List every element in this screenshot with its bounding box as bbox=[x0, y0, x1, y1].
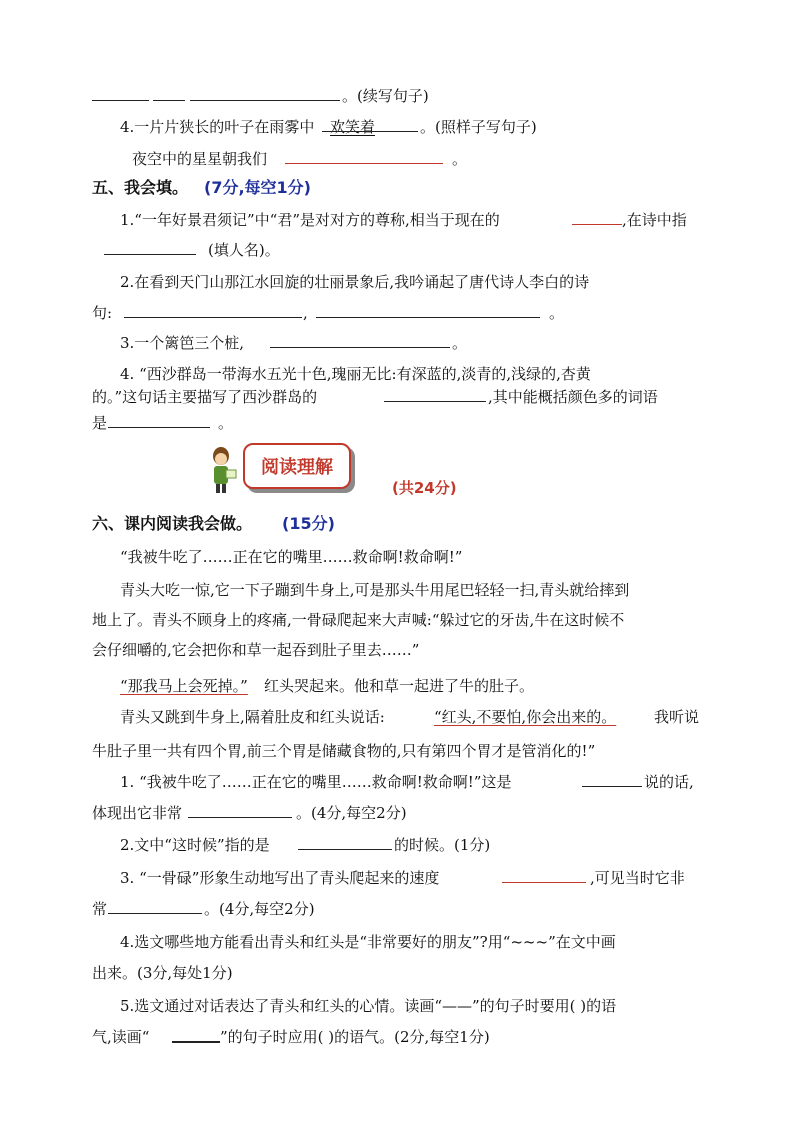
answer-blank[interactable] bbox=[502, 868, 586, 883]
passage-text: 会仔细嚼的,它会把你和草一起吞到肚子里去……” bbox=[92, 641, 420, 659]
question-text: ”的句子时应用( )的语气。(2分,每空1分) bbox=[220, 1028, 490, 1046]
answer-blank[interactable] bbox=[316, 303, 540, 318]
example-underline bbox=[322, 117, 418, 132]
question-text: 。(4分,每空2分) bbox=[204, 900, 315, 918]
reading-girl-icon bbox=[206, 446, 238, 494]
answer-blank[interactable] bbox=[285, 149, 443, 164]
passage-text: 牛肚子里一共有四个胃,前三个胃是储藏食物的,只有第四个胃才是管消化的!” bbox=[92, 742, 596, 760]
question-text: , bbox=[303, 304, 308, 322]
answer-blank[interactable] bbox=[153, 86, 185, 101]
answer-blank[interactable] bbox=[572, 210, 622, 225]
question-text: 体现出它非常 bbox=[92, 804, 183, 822]
section-score: (15分) bbox=[282, 514, 335, 533]
question-text: 说的话, bbox=[644, 773, 694, 791]
question-text: 。 bbox=[218, 414, 234, 432]
question-text: 的。”这句话主要描写了西沙群岛的 bbox=[92, 388, 318, 406]
question-text: 的时候。(1分) bbox=[394, 836, 491, 854]
question-text: 出来。(3分,每处1分) bbox=[92, 964, 233, 982]
question-text: 2.文中“这时候”指的是 bbox=[120, 836, 270, 854]
answer-blank[interactable] bbox=[270, 333, 450, 348]
sentence-text: 4.一片片狭长的叶子在雨雾中 bbox=[120, 118, 315, 136]
answer-blank[interactable] bbox=[190, 86, 340, 101]
question-text: 气,读画“ bbox=[92, 1028, 150, 1046]
question-text: ,可见当时它非 bbox=[590, 869, 685, 887]
instruction-text: 。(照样子写句子) bbox=[420, 118, 537, 136]
question-text: 3. “一骨碌”形象生动地写出了青头爬起来的速度 bbox=[120, 869, 440, 887]
question-text: 。(4分,每空2分) bbox=[296, 804, 407, 822]
question-text: ,在诗中指 bbox=[622, 211, 687, 229]
instruction-text: 。(续写句子) bbox=[342, 87, 429, 105]
question-text: 1. “我被牛吃了……正在它的嘴里……救命啊!救命啊!”这是 bbox=[120, 773, 512, 791]
answer-blank[interactable] bbox=[104, 240, 196, 255]
passage-text: 我听说 bbox=[654, 708, 700, 726]
banner-box bbox=[243, 443, 351, 489]
question-text: 4. “西沙群岛一带海水五光十色,瑰丽无比:有深蓝的,淡青的,浅绿的,杏黄 bbox=[120, 365, 591, 383]
question-text: 3.一个篱笆三个桩, bbox=[120, 334, 245, 352]
question-text: 常 bbox=[92, 900, 108, 918]
underlined-quote: “红头,不要怕,你会出来的。 bbox=[434, 708, 617, 726]
banner-label: 阅读理解 bbox=[261, 457, 333, 478]
answer-blank[interactable] bbox=[188, 803, 292, 818]
question-text: 1.“一年好景君须记”中“君”是对对方的尊称,相当于现在的 bbox=[120, 211, 500, 229]
answer-blank[interactable] bbox=[124, 303, 302, 318]
answer-blank[interactable] bbox=[108, 899, 202, 914]
question-text: ,其中能概括颜色多的词语 bbox=[488, 388, 658, 406]
question-text: 是 bbox=[92, 414, 108, 432]
passage-text: “我被牛吃了……正在它的嘴里……救命啊!救命啊!” bbox=[120, 548, 463, 566]
question-text: 2.在看到天门山那江水回旋的壮丽景象后,我吟诵起了唐代诗人李白的诗 bbox=[120, 273, 590, 291]
question-text: 。 bbox=[549, 304, 565, 322]
question-text: 句: bbox=[92, 304, 113, 322]
answer-blank[interactable] bbox=[108, 413, 210, 428]
question-text: 4.选文哪些地方能看出青头和红头是“非常要好的朋友”?用“~~~”在文中画 bbox=[120, 933, 616, 951]
underlined-quote: “那我马上会死掉。” bbox=[120, 677, 248, 695]
sentence-end: 。 bbox=[452, 150, 468, 168]
underlined-word: 欢笑着 bbox=[330, 118, 376, 136]
sentence-text: 夜空中的星星朝我们 bbox=[132, 150, 268, 168]
answer-blank[interactable] bbox=[384, 387, 486, 402]
banner-score: (共24分) bbox=[392, 479, 457, 497]
passage-text: 青头又跳到牛身上,隔着肚皮和红头说话: bbox=[120, 708, 385, 726]
question-text: 。 bbox=[452, 334, 468, 352]
section-title: 六、课内阅读我会做。 bbox=[92, 514, 253, 533]
passage-text: 地上了。青头不顾身上的疼痛,一骨碌爬起来大声喊:“躲过它的牙齿,牛在这时候不 bbox=[92, 611, 625, 629]
double-underline-sample bbox=[172, 1027, 220, 1043]
section-score: (7分,每空1分) bbox=[204, 178, 311, 197]
question-text: (填人名)。 bbox=[208, 241, 280, 259]
section-title: 五、我会填。 bbox=[92, 178, 189, 197]
reading-comprehension-banner bbox=[235, 437, 355, 493]
answer-blank[interactable] bbox=[298, 835, 392, 850]
question-text: 5.选文通过对话表达了青头和红头的心情。读画“——”的句子时要用( )的语 bbox=[120, 997, 617, 1015]
passage-text: 青头大吃一惊,它一下子蹦到牛身上,可是那头牛用尾巴轻轻一扫,青头就给摔到 bbox=[120, 581, 630, 599]
answer-blank[interactable] bbox=[92, 86, 149, 101]
passage-text: 红头哭起来。他和草一起进了牛的肚子。 bbox=[264, 677, 535, 695]
answer-blank[interactable] bbox=[582, 772, 642, 787]
